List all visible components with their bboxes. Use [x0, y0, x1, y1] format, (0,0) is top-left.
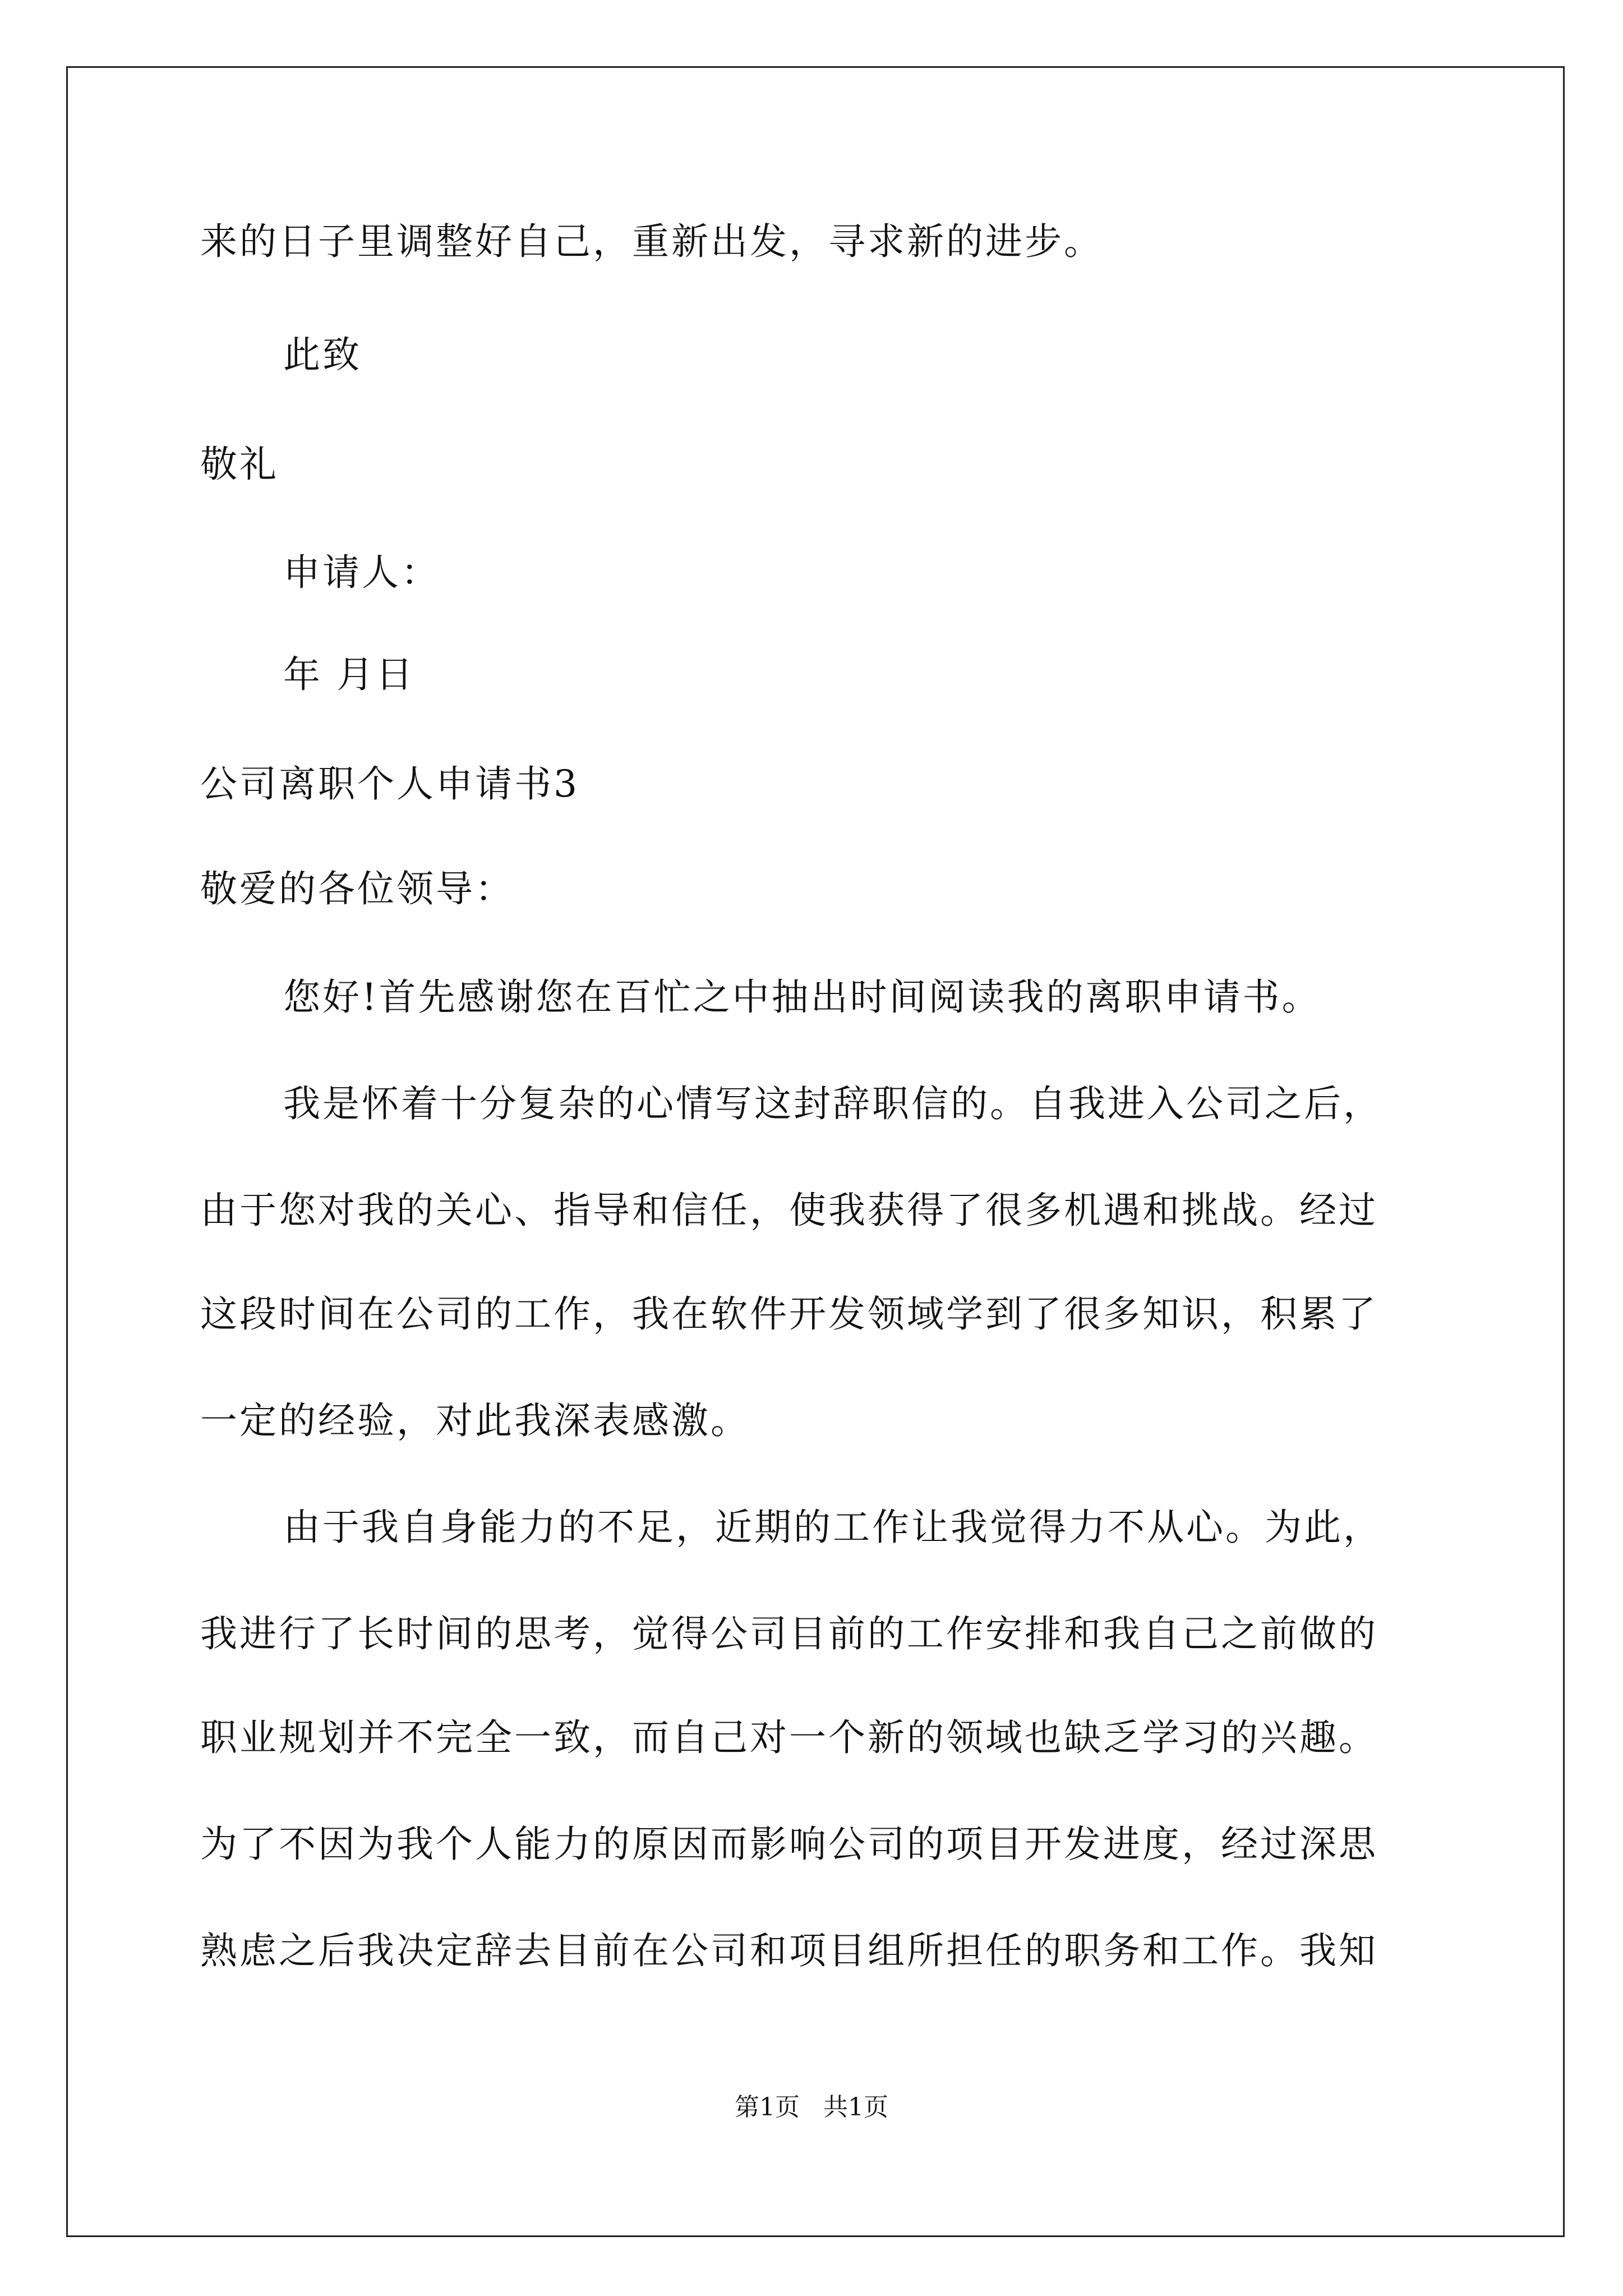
text-line-17: 熟虑之后我决定辞去目前在公司和项目组所担任的职务和工作。我知: [200, 1929, 1378, 1972]
applicant-label: 申请人：: [283, 551, 440, 594]
greeting: 敬爱的各位领导：: [200, 867, 514, 910]
page-border: [66, 66, 1565, 2237]
text-line-8: 您好!首先感谢您在百忙之中抽出时间阅读我的离职申请书。: [283, 976, 1321, 1019]
text-line-16: 为了不因为我个人能力的原因而影响公司的项目开发进度，经过深思: [200, 1823, 1378, 1866]
text-line-10: 由于您对我的关心、指导和信任，使我获得了很多机遇和挑战。经过: [200, 1189, 1378, 1232]
text-line-14: 我进行了长时间的思考，觉得公司目前的工作安排和我自己之前做的: [200, 1612, 1378, 1655]
text-line-15: 职业规划并不完全一致，而自己对一个新的领域也缺乏学习的兴趣。: [200, 1716, 1378, 1759]
salutation-regards: 敬礼: [200, 443, 279, 486]
text-line-1: 来的日子里调整好自己，重新出发，寻求新的进步。: [200, 220, 1103, 263]
text-line-11: 这段时间在公司的工作，我在软件开发领域学到了很多知识，积累了: [200, 1292, 1378, 1336]
page-footer: 第1页 共1页: [735, 2093, 888, 2122]
salutation-closing: 此致: [283, 333, 362, 376]
text-line-9: 我是怀着十分复杂的心情写这封辞职信的。自我进入公司之后，: [283, 1082, 1382, 1125]
date-label: 年 月日: [283, 653, 415, 696]
text-line-12: 一定的经验，对此我深表感激。: [200, 1399, 750, 1442]
text-line-13: 由于我自身能力的不足，近期的工作让我觉得力不从心。为此，: [283, 1506, 1382, 1549]
section-title: 公司离职个人申请书3: [200, 762, 579, 806]
